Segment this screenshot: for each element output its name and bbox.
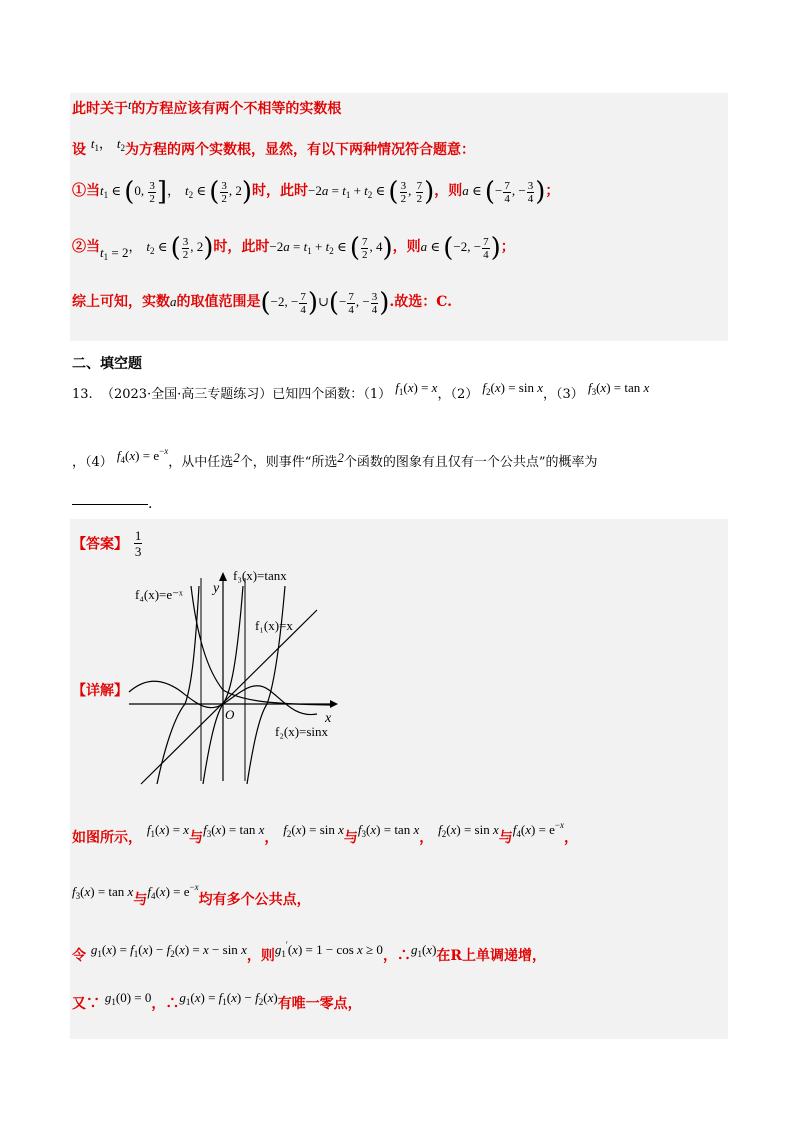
- question-line-2: ，（4） $f_4(x) = e^{-x}$，从中任选2个，则事件“所选2个函数的图象有且仅有一个公共点”的概率为: [72, 446, 598, 470]
- label-f3: f₃(x)=tanx: [233, 568, 287, 583]
- solution-case-1: ①当$t_1$ ∈ (0, $\frac{3}{2}$ ]， $t_2$ ∈ ( $\frac{3}{2}$ , 2)时，此时$-2a = t_1 + t_2$ ∈ ( $\frac{3}{2}$ , $\frac{7}{2}$ )，则a ∈ (− $\frac{7}{4}$ , − $\frac{3}{4}$ )；: [72, 177, 560, 207]
- curve-f4: [191, 586, 330, 705]
- answer-blank[interactable]: [72, 503, 148, 505]
- detail-line-3: 令 $g_1(x) = f_1(x) - f_2(x) = x - \sin x$，则$g_1'(x) = 1 - \cos x \ge 0$，$\therefore g_1(x)$在R上单调递增，: [72, 940, 547, 964]
- solution-case-2: ②当$t_1 = 2$， $t_2$ ∈ ( $\frac{3}{2}$ , 2)时，此时$-2a = t_1 + t_2$ ∈ ( $\frac{7}{2}$ , 4)，则a ∈ (−2, − $\frac{7}{4}$ )；: [72, 233, 515, 263]
- curve-f3-left: [157, 586, 199, 784]
- label-f1: f₁(x)=x: [255, 618, 293, 633]
- detail-line-1: 如图所示， $f_1(x) = x$与$f_3(x) = \tan x$， $f_2(x) = \sin x$与$f_3(x) = \tan x$， $f_2(x) = \sin x$与$f_4(x) = e^{-x}$，: [72, 820, 578, 846]
- answer-fraction: $\frac{1}{3}$: [134, 528, 142, 559]
- question-line-1: 13. （2023·全国·高三专题练习）已知四个函数：（1） $f_1(x) = x$，（2） $f_2(x) = \sin x$，（3） $f_3(x) = \tan x$: [72, 380, 650, 402]
- solution-line-2: 设 $t_1$， $t_2$为方程的两个实数根，显然，有以下两种情况符合题意：: [72, 136, 476, 158]
- answer-line: 【答案】 $\frac{1}{3}$: [72, 528, 142, 559]
- detail-label: 【详解】: [72, 683, 128, 699]
- label-y: y: [213, 581, 220, 596]
- detail-line-4: 又∵ $g_1(0) = 0$，$\therefore g_1(x) = f_1(x) - f_2(x)$有唯一零点，: [72, 990, 362, 1012]
- curve-f3-right: [247, 586, 285, 784]
- curve-f1: [141, 610, 317, 784]
- solution-line-1: 此时关于t的方程应该有两个不相等的实数根: [72, 98, 342, 117]
- label-origin: O: [225, 707, 235, 722]
- section-header: 二、填空题: [72, 356, 142, 372]
- label-f2: f₂(x)=sinx: [275, 724, 329, 739]
- y-axis-arrow: [219, 572, 227, 581]
- question-blank: .: [72, 496, 152, 512]
- label-x: x: [325, 711, 332, 726]
- label-f4: f₄(x)=e⁻ˣ: [135, 587, 183, 602]
- detail-line-2: $f_3(x) = \tan x$与$f_4(x) = e^{-x}$均有多个公共点，: [72, 882, 311, 908]
- solution-conclusion: 综上可知，实数a的取值范围是(−2, − $\frac{7}{4}$ )∪(− $\frac{7}{4}$ , − $\frac{3}{4}$ ).故选：C.: [72, 288, 453, 318]
- x-axis-arrow: [330, 700, 338, 708]
- function-graph: [125, 566, 350, 786]
